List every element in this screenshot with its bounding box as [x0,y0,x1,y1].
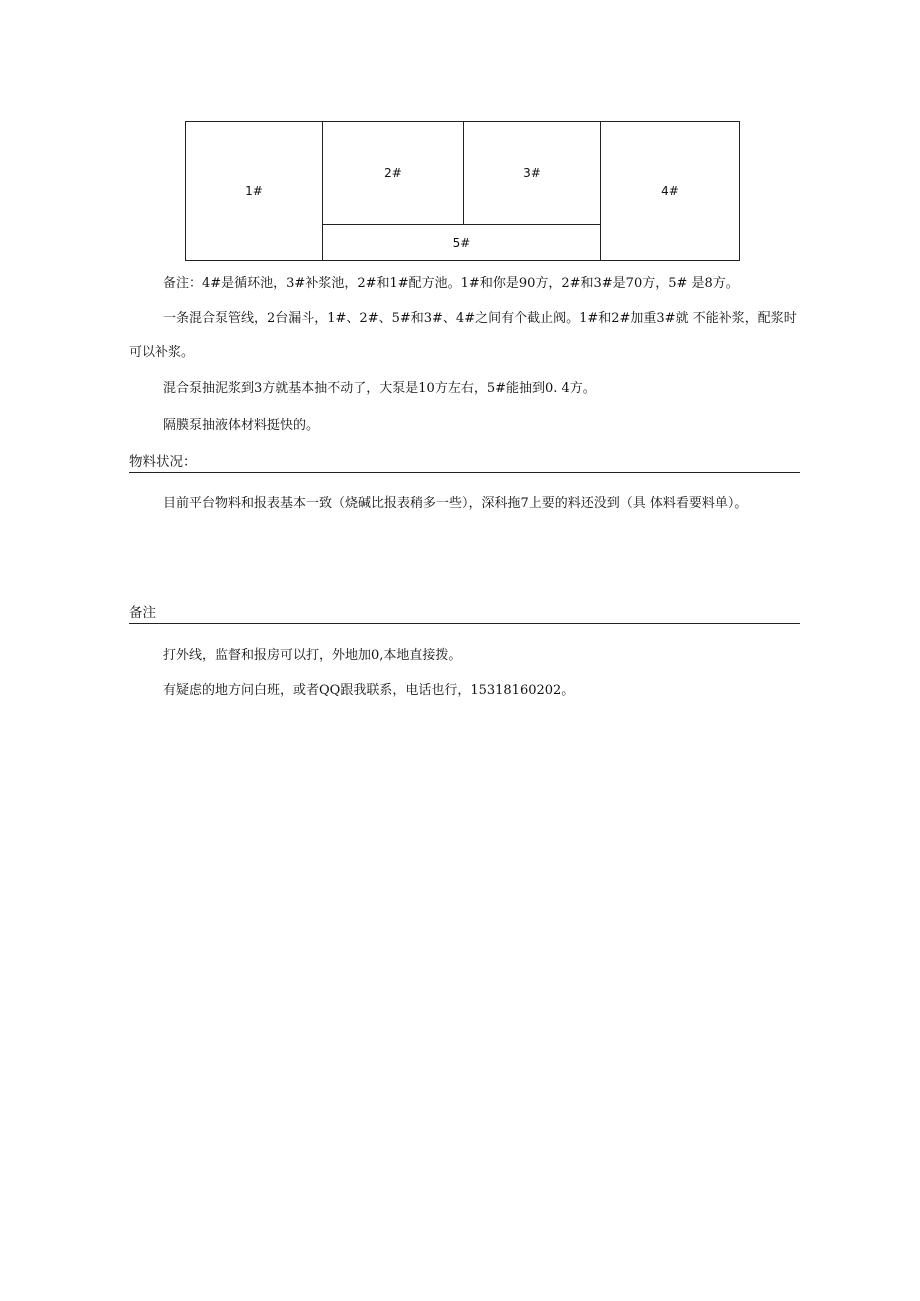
note-pump-paragraph: 混合泵抽泥浆到3方就基本抽不动了，大泵是10方左右，5#能抽到0. 4方。 [163,381,596,396]
pool-5-label: 5# [452,235,471,250]
pool-3-cell [464,122,601,225]
materials-paragraph: 目前平台物料和报表基本一致（烧碱比报表稍多一些），深科拖7上要的料还没到（具 体料看要料单）。 [163,496,748,511]
remarks-phone-paragraph: 打外线，监督和报房可以打，外地加0,本地直接拨。 [163,648,462,663]
pool-2-label: 2# [384,166,402,180]
note-pools-paragraph: 备注：4#是循环池，3#补浆池，2#和1#配方池。1#和你是90方，2#和3#是70方，5# 是8方。 [163,276,739,291]
materials-heading: 物料状况： [129,453,800,473]
pool-layout-diagram [185,121,740,261]
pool-5-cell [323,225,601,260]
pool-2-cell [323,122,464,225]
pool-3-label: 3# [523,166,541,180]
note-diaphragm-paragraph: 隔膜泵抽液体材料挺快的。 [163,418,320,433]
remarks-heading: 备注 [129,604,800,624]
pool-4-label: 4# [661,184,679,198]
pool-4-cell [601,122,739,260]
note-pipeline-paragraph: 一条混合泵管线，2台漏斗，1#、2#、5#和3#、4#之间有个截止阀。1#和2#加重3#就 不能补浆，配浆时可以补浆。 [129,311,797,360]
pool-1-label: 1# [245,184,263,198]
remarks-contact-paragraph: 有疑虑的地方问白班，或者QQ跟我联系，电话也行，15318160202。 [163,683,575,698]
pool-1-cell [186,122,323,260]
